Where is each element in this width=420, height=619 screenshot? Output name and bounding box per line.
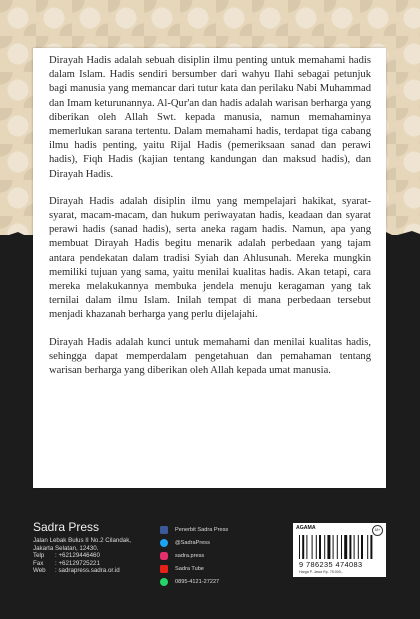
barcode-stripe	[327, 535, 330, 559]
publisher-telp	[33, 552, 131, 560]
age-rating-badge: 18+	[372, 525, 383, 536]
youtube-icon	[160, 565, 168, 573]
youtube-handle: Sadra Tube	[175, 566, 204, 573]
synopsis-text	[49, 54, 371, 391]
publisher-name: Sadra Press	[33, 520, 100, 534]
social-youtube	[160, 563, 228, 576]
barcode-stripe	[302, 535, 304, 559]
price-label: Harga P. Jawa Rp. 75.000,-	[299, 570, 343, 574]
telp-label: Telp	[33, 552, 45, 560]
instagram-icon	[160, 552, 168, 560]
barcode-stripe	[319, 535, 321, 559]
social-whatsapp	[160, 576, 228, 589]
barcode-stripe	[337, 535, 338, 559]
barcode-stripe	[333, 535, 334, 559]
publisher-address-line-2: Jakarta Selatan, 12430.	[33, 544, 99, 552]
barcode-box	[293, 523, 386, 577]
barcode-stripe	[316, 535, 317, 559]
barcode-stripe	[312, 535, 313, 559]
barcode-stripe	[358, 535, 359, 559]
barcode-stripe	[354, 535, 355, 559]
instagram-handle: sadra.press	[175, 552, 205, 559]
social-facebook	[160, 523, 228, 536]
facebook-icon	[160, 526, 168, 534]
web-label: Web	[33, 567, 46, 575]
facebook-handle: Penerbit Sadra Press	[175, 526, 229, 533]
twitter-icon	[160, 539, 168, 547]
synopsis-paragraph-3: Dirayah Hadis adalah kunci untuk memahami dan menilai kualitas hadis, sehingga dapat memperdalam pengetahuan dan pemahaman tentang warisan berharga yang diberikan oleh Allah kepada umat manusia.	[49, 336, 371, 377]
barcode-stripe	[324, 535, 325, 559]
barcode-stripe	[367, 535, 368, 559]
fax-label: Fax	[33, 559, 44, 567]
synopsis-paragraph-2: Dirayah Hadis adalah disiplin ilmu yang mempelajari hakikat, syarat-syarat, macam-macam, dan hukum periwayatan hadis, keadaan dan syarat perawi hadis (sanad hadis), serta aneka ragam hadis. Namun, apa yang membuat Dirayah Hadis begitu menarik adalah perbedaan yang tajam antara pendekatan dalam tradisi Syiah dan Ahlusunah. Mereka mungkin memiliki tujuan yang sama, yaitu menilai kualitas hadis. Akan tetapi, cara mereka melakukannya membuka jendela menuju keragaman yang tak ternilai dalam ilmu Islam. Inilah tempat di mana perbedaan tersebut menjadi khazanah berharga yang perlu dijelajahi.	[49, 195, 371, 321]
social-instagram	[160, 549, 228, 562]
telp-value: : +62129446460	[55, 552, 100, 560]
category-label: AGAMA	[296, 525, 316, 531]
isbn-barcode	[299, 535, 380, 559]
barcode-stripe	[306, 535, 307, 559]
whatsapp-number: 0895-4121-27227	[175, 579, 220, 586]
social-links	[160, 523, 228, 589]
barcode-stripe	[370, 535, 372, 559]
social-twitter	[160, 536, 228, 549]
whatsapp-icon	[160, 578, 168, 586]
barcode-stripe	[344, 535, 347, 559]
barcode-stripe	[361, 535, 363, 559]
publisher-web	[33, 567, 131, 575]
isbn-number: 9 786235 474083	[299, 560, 363, 569]
fax-value: : +62129725221	[55, 559, 100, 567]
barcode-stripe	[349, 535, 351, 559]
web-value: : sadrapress.sadra.or.id	[55, 567, 120, 575]
publisher-fax	[33, 560, 131, 568]
synopsis-paragraph-1: Dirayah Hadis adalah sebuah disiplin ilmu penting untuk memahami hadis dalam Islam. Hadis sendiri bersumber dari wahyu Ilahi sebagai petunjuk bagi manusia yang memancar dari tutur kata dan perilaku Nabi Muhammad dan Imam keturunannya. Al-Qur'an dan hadis adalah warisan berharga yang diberikan oleh Allah Swt. kepada manusia, namun memahaminya memerlukan sarana tertentu. Dalam memahami hadis, terdapat tiga cabang ilmu hadis penting, yaitu Rijal Hadis (pemeriksaan sanad dan perawi hadis), Fiqh Hadis (kajian tentang kandungan dan maksud hadis), dan Dirayah Hadis.	[49, 55, 371, 180]
barcode-stripe	[341, 535, 342, 559]
barcode-stripe	[299, 535, 300, 559]
publisher-address-line-1: Jalan Lebak Bulus II No.2 Cilandak,	[33, 537, 132, 544]
publisher-info	[33, 520, 131, 575]
twitter-handle: @SadraPress	[175, 539, 210, 546]
